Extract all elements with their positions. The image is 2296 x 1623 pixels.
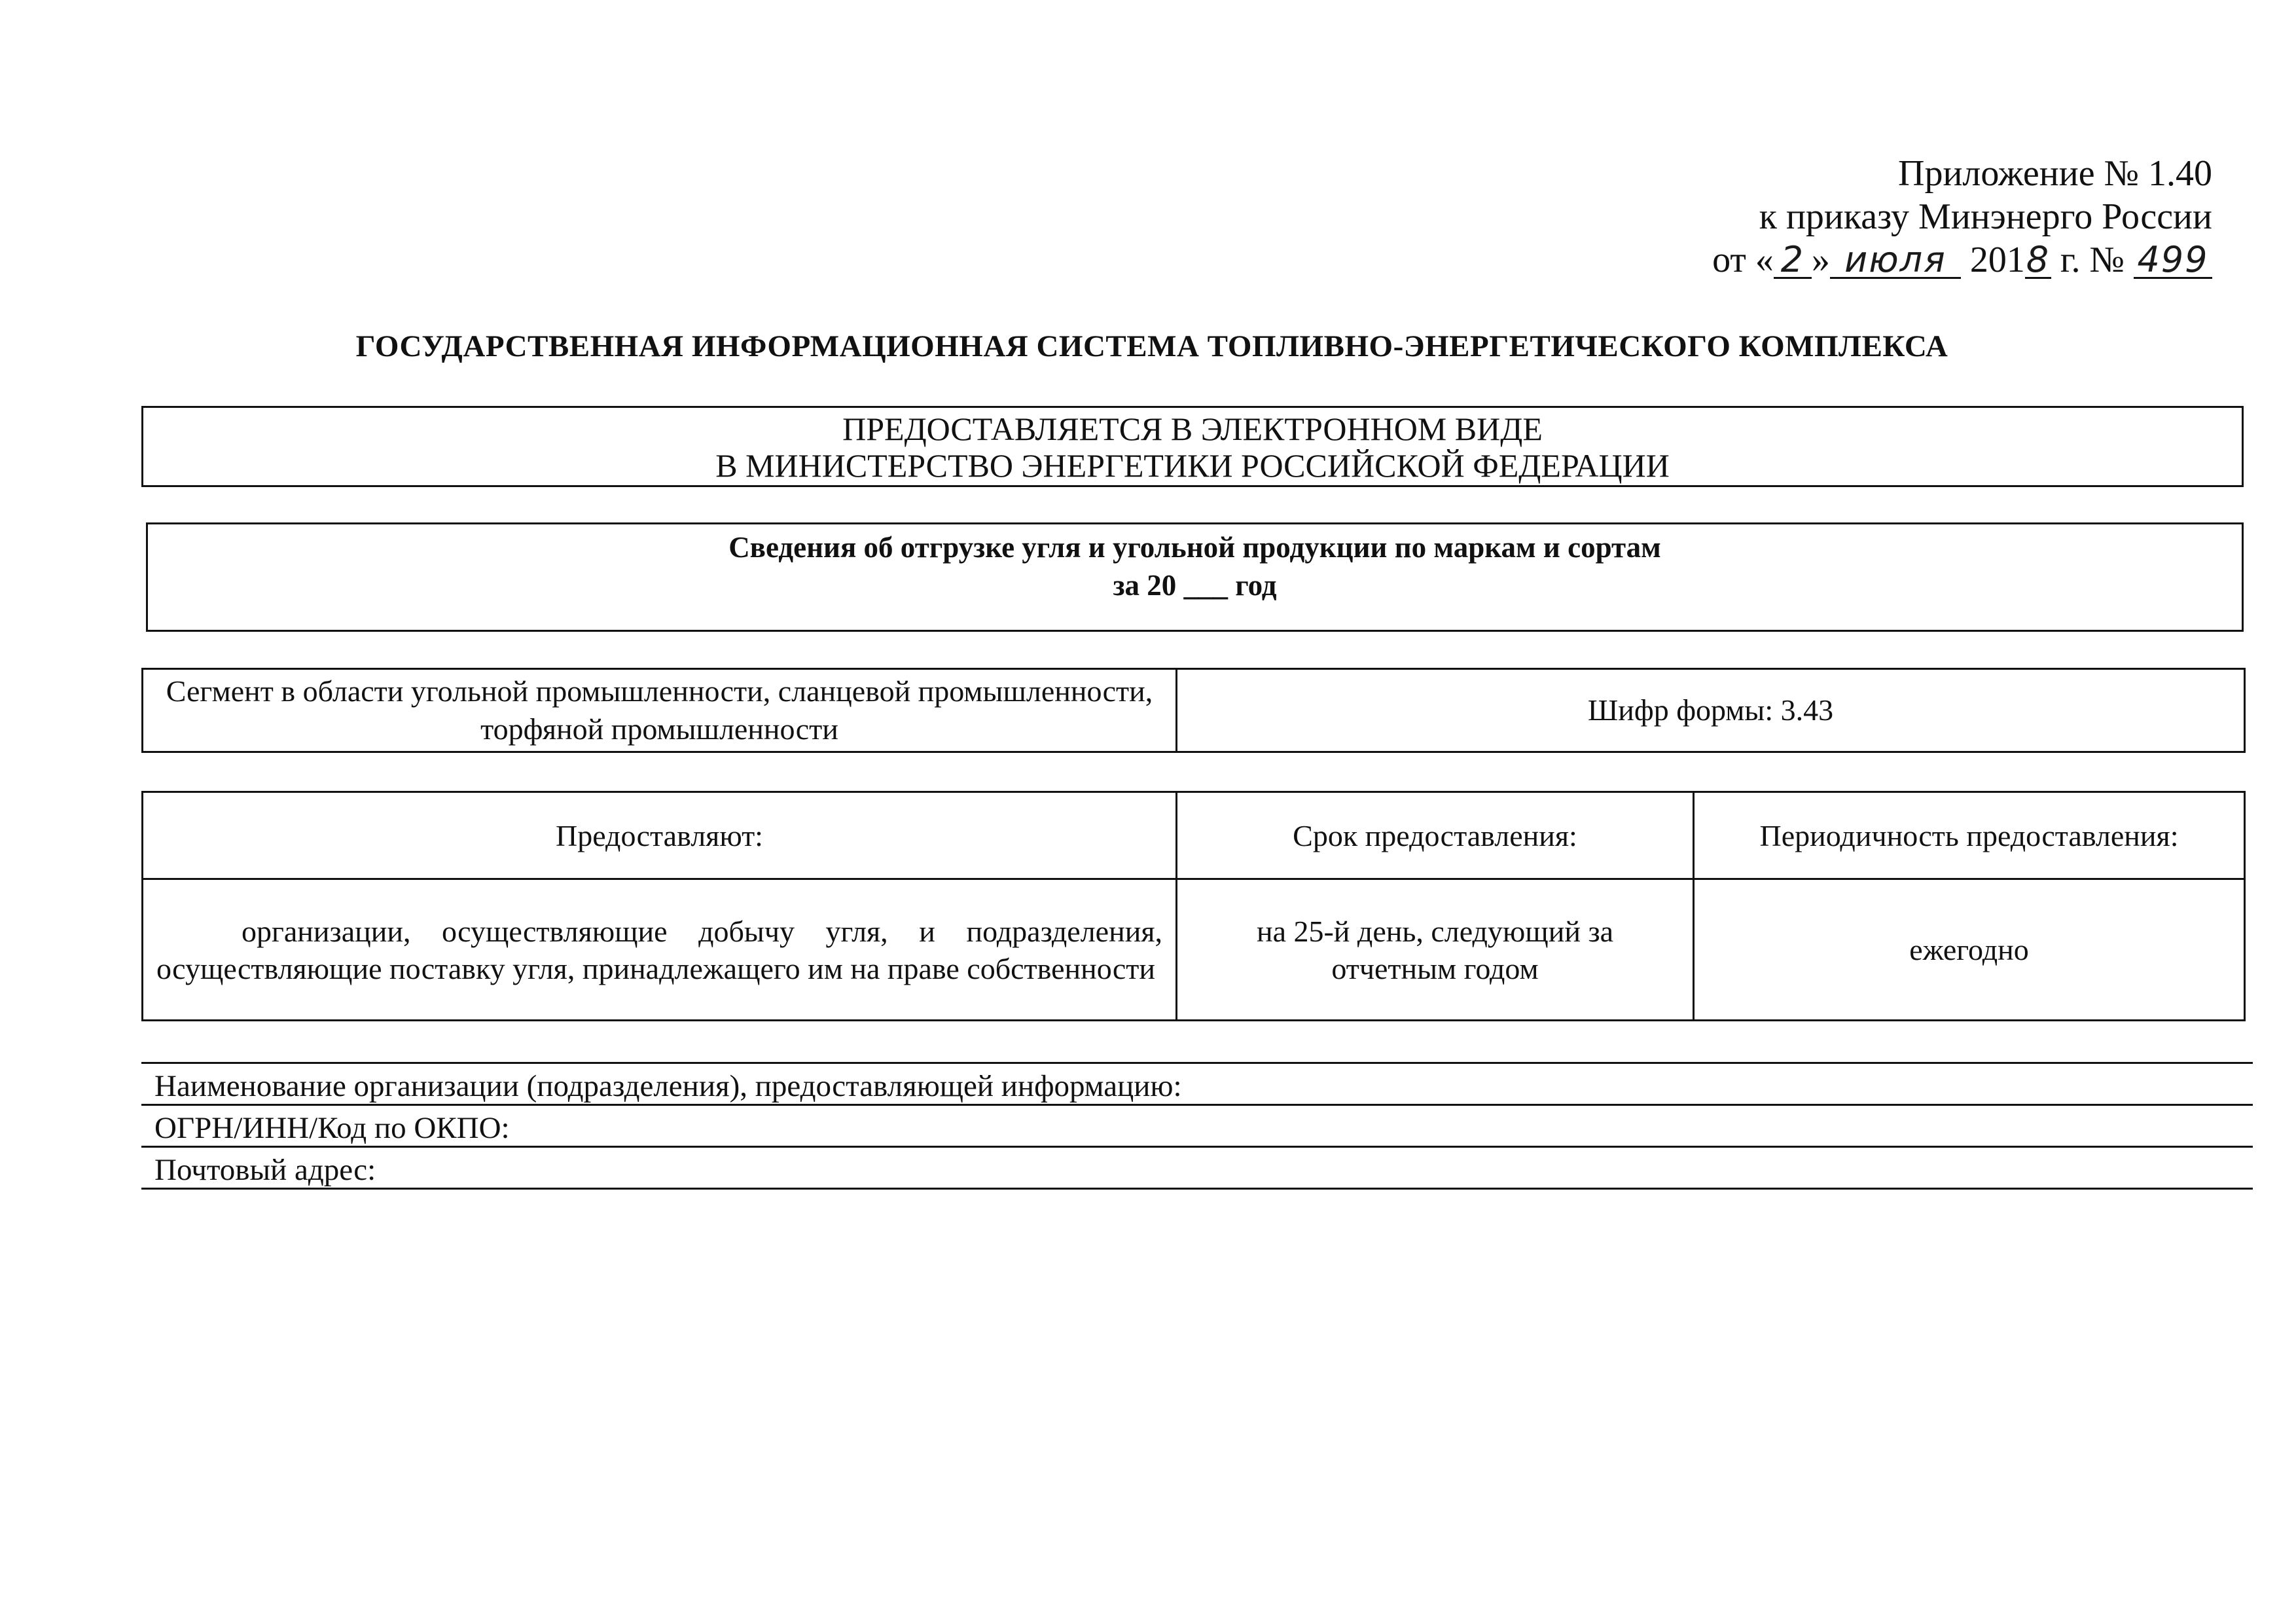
system-title: ГОСУДАРСТВЕННАЯ ИНФОРМАЦИОННАЯ СИСТЕМА ТОПЛИВНО-ЭНЕРГЕТИЧЕСКОГО КОМПЛЕКСА — [355, 329, 1948, 363]
ogrn-field[interactable] — [141, 1146, 2253, 1148]
providers-text: организации, осуществляющие добычу угля, и подразделения, осуществляющие поставку угля, принадлежащего им на праве собственности — [156, 914, 1162, 985]
ogrn-label: ОГРН/ИНН/Код по ОКПО: — [154, 1111, 510, 1145]
submission-notice-line1: ПРЕДОСТАВЛЯЕТСЯ В ЭЛЕКТРОННОМ ВИДЕ — [842, 410, 1543, 447]
date-day: 2 — [1774, 243, 1812, 279]
segment-row — [143, 669, 2245, 752]
report-title-box — [146, 522, 2244, 632]
report-period: за 20 ___ год — [1113, 569, 1277, 602]
table-row — [143, 879, 2245, 1021]
submission-notice-box — [141, 406, 2244, 487]
submission-info-table — [141, 791, 2246, 1021]
header-providers: Предоставляют: — [143, 792, 1177, 879]
org-name-label: Наименование организации (подразделения), предоставляющей информацию: — [154, 1069, 1182, 1103]
table-header-row — [143, 792, 2245, 879]
header-deadline: Срок предоставления: — [1177, 792, 1694, 879]
frequency-cell: ежегодно — [1694, 879, 2245, 1021]
date-year-prefix: 201 — [1969, 240, 2025, 280]
submission-notice-line2: В МИНИСТЕРСТВО ЭНЕРГЕТИКИ РОССИЙСКОЙ ФЕДЕРАЦИИ — [715, 447, 1670, 484]
header-frequency: Периодичность предоставления: — [1694, 792, 2245, 879]
date-year-digit: 8 — [2026, 239, 2051, 280]
address-field[interactable] — [141, 1188, 2253, 1190]
deadline-cell: на 25-й день, следующий за отчетным годом — [1177, 879, 1694, 1021]
report-title: Сведения об отгрузке угля и угольной продукции по маркам и сортам — [728, 531, 1661, 564]
date-quote-close: » — [1811, 240, 1830, 280]
form-code-cell: Шифр формы: 3.43 — [1177, 669, 2245, 752]
appendix-title: Приложение № 1.40 — [1898, 153, 2212, 194]
appendix-date-line — [1676, 238, 2212, 282]
org-name-field[interactable] — [141, 1104, 2253, 1106]
segment-table — [141, 668, 2246, 753]
address-label: Почтовый адрес: — [154, 1153, 376, 1187]
date-year-suffix: г. № — [2051, 240, 2125, 280]
appendix-order-ref: к приказу Минэнерго России — [1759, 196, 2212, 237]
segment-cell: Сегмент в области угольной промышленности, сланцевой промышленности, торфяной промышленности — [143, 669, 1177, 752]
date-month: июля — [1830, 243, 1961, 279]
order-number: 499 — [2134, 243, 2212, 279]
appendix-header — [1676, 152, 2212, 282]
date-prefix: от « — [1712, 240, 1774, 280]
providers-cell — [143, 879, 1177, 1021]
field-top-rule — [141, 1062, 2253, 1064]
